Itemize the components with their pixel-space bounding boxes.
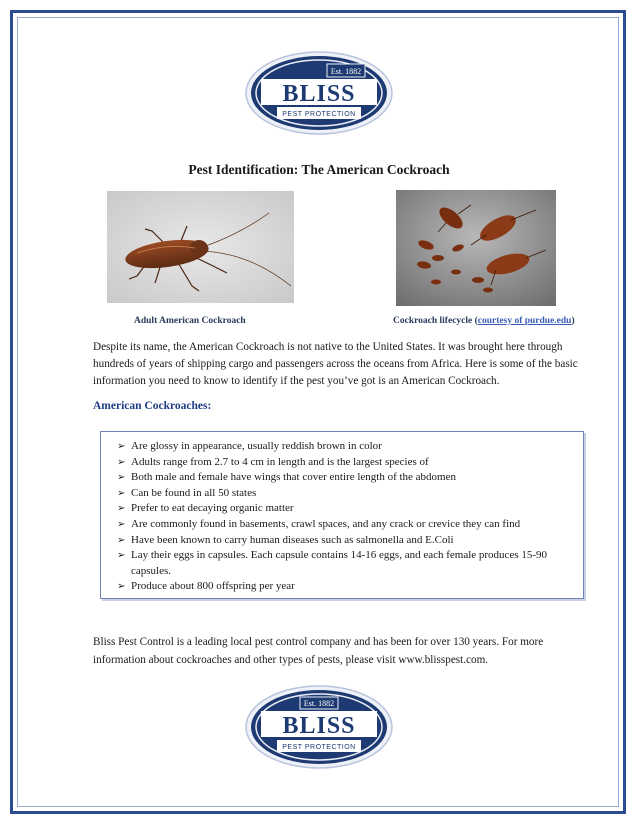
lifecycle-caption-text: Cockroach lifecycle (: [393, 316, 478, 326]
fact-text: Are glossy in appearance, usually reddish brown in color: [131, 440, 382, 452]
fact-text: Are commonly found in basements, crawl spaces, and any crack or crevice they can find: [131, 517, 521, 530]
fact-text: Lay their eggs in capsules. Each capsule contains 14-16 eggs, and each female produces 15-90 capsules.: [131, 549, 548, 577]
list-item: [117, 486, 573, 502]
fact-text: Both male and female have wings that cover entire length of the abdomen: [131, 471, 456, 484]
page-title: Pest Identification: The American Cockroach: [188, 162, 450, 177]
list-item: [117, 439, 573, 455]
list-item: [117, 548, 573, 579]
closing-paragraph: Bliss Pest Control is a leading local pest control company and has been for over 130 years. For more information about cockroaches and other types of pests, please visit www.blisspest.com.: [93, 636, 544, 666]
arrow-bullet-icon: ➢: [117, 456, 126, 468]
arrow-bullet-icon: ➢: [117, 472, 126, 484]
list-item: [117, 455, 573, 471]
lifecycle-caption: [393, 316, 575, 326]
logo-est-text: Est. 1882: [303, 699, 335, 708]
bliss-logo-top: [244, 50, 394, 136]
bliss-logo-bottom: [244, 684, 394, 770]
arrow-bullet-icon: ➢: [117, 487, 126, 499]
logo-est-text: Est. 1882: [330, 67, 362, 76]
logo-brand-text: BLISS: [282, 81, 356, 107]
section-heading: American Cockroaches:: [93, 400, 212, 412]
arrow-bullet-icon: ➢: [117, 503, 126, 515]
list-item: [117, 501, 573, 517]
adult-cockroach-image: [107, 191, 294, 303]
facts-box: [100, 431, 584, 599]
logo-brand-text: BLISS: [282, 713, 356, 739]
logo-tagline-text: PEST PROTECTION: [282, 744, 356, 751]
fact-text: Prefer to eat decaying organic matter: [131, 502, 294, 515]
fact-text: Have been known to carry human diseases such as salmonella and E.Coli: [131, 533, 454, 546]
arrow-bullet-icon: ➢: [117, 534, 126, 546]
lifecycle-caption-end: ): [571, 316, 575, 326]
list-item: [117, 517, 573, 533]
list-item: [117, 533, 573, 549]
fact-text: Produce about 800 offspring per year: [131, 580, 295, 593]
purdue-link[interactable]: courtesy of purdue.edu: [477, 316, 572, 326]
fact-text: Can be found in all 50 states: [131, 486, 257, 499]
arrow-bullet-icon: ➢: [117, 550, 126, 562]
fact-text: Adults range from 2.7 to 4 cm in length and is the largest species of: [131, 455, 429, 468]
adult-caption: Adult American Cockroach: [134, 316, 246, 326]
arrow-bullet-icon: ➢: [117, 518, 126, 530]
cockroach-lifecycle-image: [396, 190, 556, 306]
list-item: [117, 579, 573, 595]
arrow-bullet-icon: ➢: [117, 441, 126, 452]
list-item: [117, 470, 573, 486]
logo-tagline-text: PEST PROTECTION: [282, 111, 356, 118]
intro-paragraph: Despite its name, the American Cockroach is not native to the United States. It was brought here through hundreds of years of shipping cargo and passengers across the oceans from Africa. Here is some of the basic information you need to know to identify if the pest you’ve got is an American Cockroach.: [93, 341, 578, 387]
arrow-bullet-icon: ➢: [117, 581, 126, 593]
facts-list: [101, 432, 583, 595]
